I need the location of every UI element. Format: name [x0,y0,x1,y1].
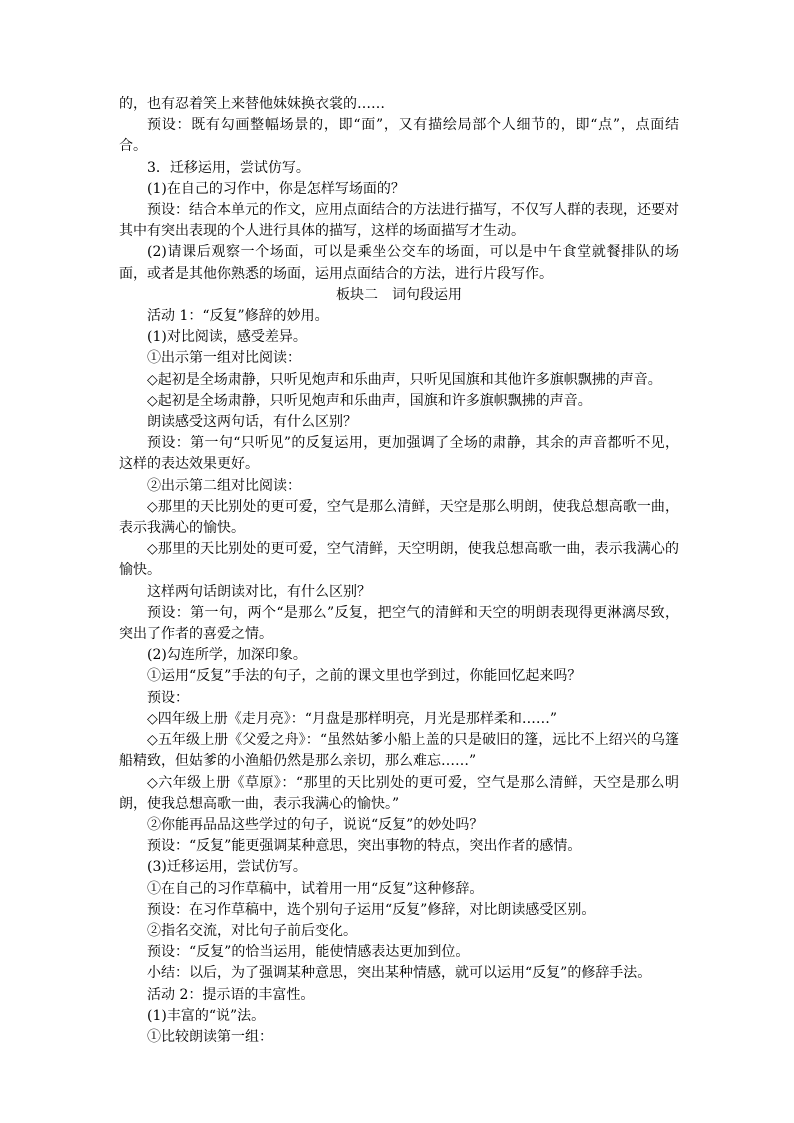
paragraph: ①比较朗读第一组： [147,1028,273,1045]
paragraph: 这样两句话朗读对比，有什么区别？ [147,583,371,600]
paragraph: ◇起初是全场肃静，只听见炮声和乐曲声，只听见国旗和其他许多旗帜飘拂的声音。 [147,371,662,388]
paragraph: 预设：“反复”能更强调某种意思，突出事物的特点，突出作者的感情。 [147,838,582,855]
paragraph: 3．迁移运用，尝试仿写。 [147,159,310,176]
paragraph: 朗读感受这两句话，有什么区别？ [147,414,357,431]
paragraph: ◇起初是全场肃静，只听见炮声和乐曲声，国旗和许多旗帜飘拂的声音。 [147,392,592,409]
section-heading: 板块二 词句段运用 [336,286,462,303]
paragraph: 预设：在习作草稿中，选个别句子运用“反复”修辞，对比朗读感受区别。 [147,901,596,918]
paragraph: ①在自己的习作草稿中，试着用一用“反复”这种修辞。 [147,880,484,897]
paragraph: 预设：“反复”的恰当运用，能使情感表达更加到位。 [147,944,470,961]
paragraph: 预设：结合本单元的作文，应用点面结合的方法进行描写，不仅写人群的表现，还要对其中有突出表现的个人进行具体的描写，这样的场面描写才生动。 [119,202,679,240]
paragraph: ◇四年级上册《走月亮》：“月盘是那样明亮，月光是那样柔和……” [147,710,558,727]
paragraph: (3)迁移运用，尝试仿写。 [147,859,307,876]
paragraph: ②出示第二组对比阅读： [147,477,301,494]
paragraph: 活动 2：提示语的丰富性。 [147,986,315,1003]
paragraph: ①出示第一组对比阅读： [147,350,301,367]
paragraph: (2)勾连所学，加深印象。 [147,647,307,664]
paragraph: (1)在自己的习作中，你是怎样写场面的？ [147,180,405,197]
paragraph: 小结：以后，为了强调某种意思，突出某种情感，就可以运用“反复”的修辞手法。 [147,965,652,982]
paragraph: ◇六年级上册《草原》：“那里的天比别处的更可爱，空气是那么清鲜，天空是那么明朗，使我总想高歌一曲，表示我满心的愉快。” [119,774,679,812]
paragraph: ◇五年级上册《父爱之舟》：“虽然姑爹小船上盖的只是破旧的篷，远比不上绍兴的乌篷船精致，但姑爹的小渔船仍然是那么亲切，那么难忘……” [119,732,679,770]
paragraph: 预设：第一句“只听见”的反复运用，更加强调了全场的肃静，其余的声音都听不见，这样的表达效果更好。 [119,435,679,473]
document-body [119,94,679,1048]
paragraph: 预设： [147,689,189,706]
paragraph: 预设：既有勾画整幅场景的，即“面”，又有描绘局部个人细节的，即“点”，点面结合。 [119,117,679,155]
paragraph: (1)丰富的“说”法。 [147,1007,266,1024]
paragraph: (1)对比阅读，感受差异。 [147,329,307,346]
paragraph: 的，也有忍着笑上来替他妹妹换衣裳的…… [119,96,385,112]
paragraph: 预设：第一句，两个“是那么”反复，把空气的清鲜和天空的明朗表现得更淋漓尽致，突出了作者的喜爱之情。 [119,604,679,643]
paragraph: ②指名交流，对比句子前后变化。 [147,922,357,939]
paragraph: ◇那里的天比别处的更可爱，空气是那么清鲜，天空是那么明朗，使我总想高歌一曲，表示我满心的愉快。 [119,498,679,537]
paragraph: ②你能再品品这些学过的句子，说说“反复”的妙处吗？ [147,816,484,833]
paragraph: 活动 1：“反复”修辞的妙用。 [147,308,329,325]
paragraph: ◇那里的天比别处的更可爱，空气清鲜，天空明朗，使我总想高歌一曲，表示我满心的愉快。 [119,541,679,579]
paragraph: (2)请课后观察一个场面，可以是乘坐公交车的场面，可以是中午食堂就餐排队的场面，或者是其他你熟悉的场面，运用点面结合的方法，进行片段写作。 [119,244,679,282]
paragraph: ①运用“反复”手法的句子，之前的课文里也学到过，你能回忆起来吗？ [147,668,582,685]
